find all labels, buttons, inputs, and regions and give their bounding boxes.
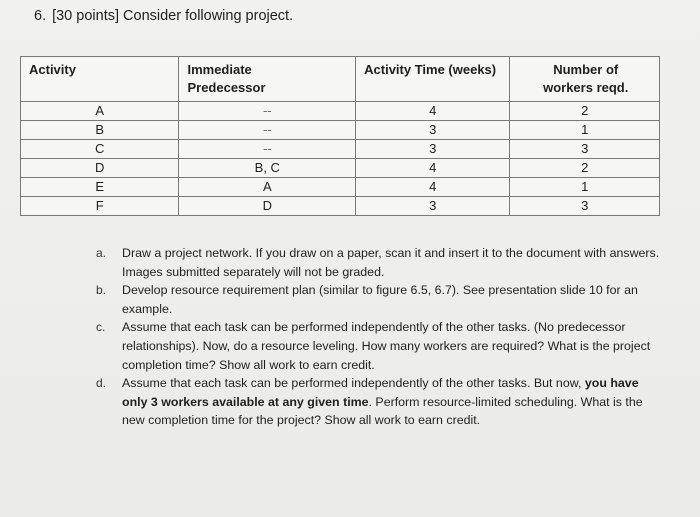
cell-activity: F — [21, 197, 179, 216]
table-row — [21, 102, 660, 121]
header-predecessor-line1: Immediate — [187, 62, 252, 77]
header-activity: Activity — [21, 57, 179, 102]
task-text-after: . Perform resource-limited scheduling. What is the new completion time for the project? Show all work to earn credit. — [122, 394, 643, 428]
header-workers-line1: Number of — [553, 62, 619, 77]
question-text: Consider following project. — [123, 8, 294, 24]
list-item — [96, 244, 661, 281]
cell-workers: 3 — [510, 140, 660, 159]
cell-predecessor: D — [179, 197, 356, 216]
task-list — [96, 244, 661, 430]
cell-time: 4 — [356, 159, 510, 178]
table-row — [21, 140, 660, 159]
activity-table — [20, 56, 660, 216]
cell-workers: 1 — [510, 178, 660, 197]
cell-time: 3 — [356, 121, 510, 140]
cell-workers: 1 — [510, 121, 660, 140]
cell-time: 3 — [356, 197, 510, 216]
cell-activity: C — [21, 140, 179, 159]
task-marker: c. — [96, 320, 106, 335]
cell-time: 3 — [356, 140, 510, 159]
header-predecessor-line2: Predecessor — [187, 80, 266, 95]
table-row — [21, 197, 660, 216]
question-heading — [34, 8, 293, 24]
cell-time: 4 — [356, 102, 510, 121]
task-marker: a. — [96, 246, 107, 260]
list-item — [96, 281, 661, 318]
cell-workers: 3 — [510, 197, 660, 216]
cell-activity: B — [21, 121, 179, 140]
question-number: 6. — [34, 8, 47, 24]
table-header-row — [21, 57, 660, 102]
header-workers-line2: workers reqd. — [543, 80, 629, 95]
table-row — [21, 159, 660, 178]
cell-workers: 2 — [510, 159, 660, 178]
table-row — [21, 121, 660, 140]
task-text: Assume that each task can be performed independently of the other tasks. (No predecessor relationships). Now, do a resource leveling. How many workers are required? What is the project completion time? Show all work to earn credit. — [122, 320, 651, 372]
task-text-bold: you have only 3 workers available at any given time — [122, 376, 639, 409]
task-marker: d. — [96, 376, 107, 391]
task-text-before: Assume that each task can be performed independently of the other tasks. But now, — [122, 376, 582, 391]
table-row — [21, 178, 660, 197]
cell-predecessor: A — [179, 178, 356, 197]
cell-predecessor: -- — [179, 140, 356, 159]
cell-predecessor: B, C — [179, 159, 356, 178]
cell-predecessor: -- — [179, 102, 356, 121]
cell-activity: E — [21, 178, 179, 197]
list-item — [96, 374, 661, 430]
task-text: Develop resource requirement plan (similar to figure 6.5, 6.7). See presentation slide 10 for an example. — [122, 283, 638, 316]
header-time: Activity Time (weeks) — [356, 57, 510, 102]
question-points: [30 points] — [52, 8, 120, 24]
task-marker: b. — [96, 283, 107, 298]
header-predecessor — [179, 57, 356, 102]
cell-workers: 2 — [510, 102, 660, 121]
task-text: Draw a project network. If you draw on a paper, scan it and insert it to the document with answers. Images submitted separately will not be graded. — [122, 246, 660, 279]
cell-predecessor: -- — [179, 121, 356, 140]
cell-activity: A — [21, 102, 179, 121]
list-item — [96, 318, 661, 374]
cell-activity: D — [21, 159, 179, 178]
header-workers — [510, 57, 660, 102]
cell-time: 4 — [356, 178, 510, 197]
